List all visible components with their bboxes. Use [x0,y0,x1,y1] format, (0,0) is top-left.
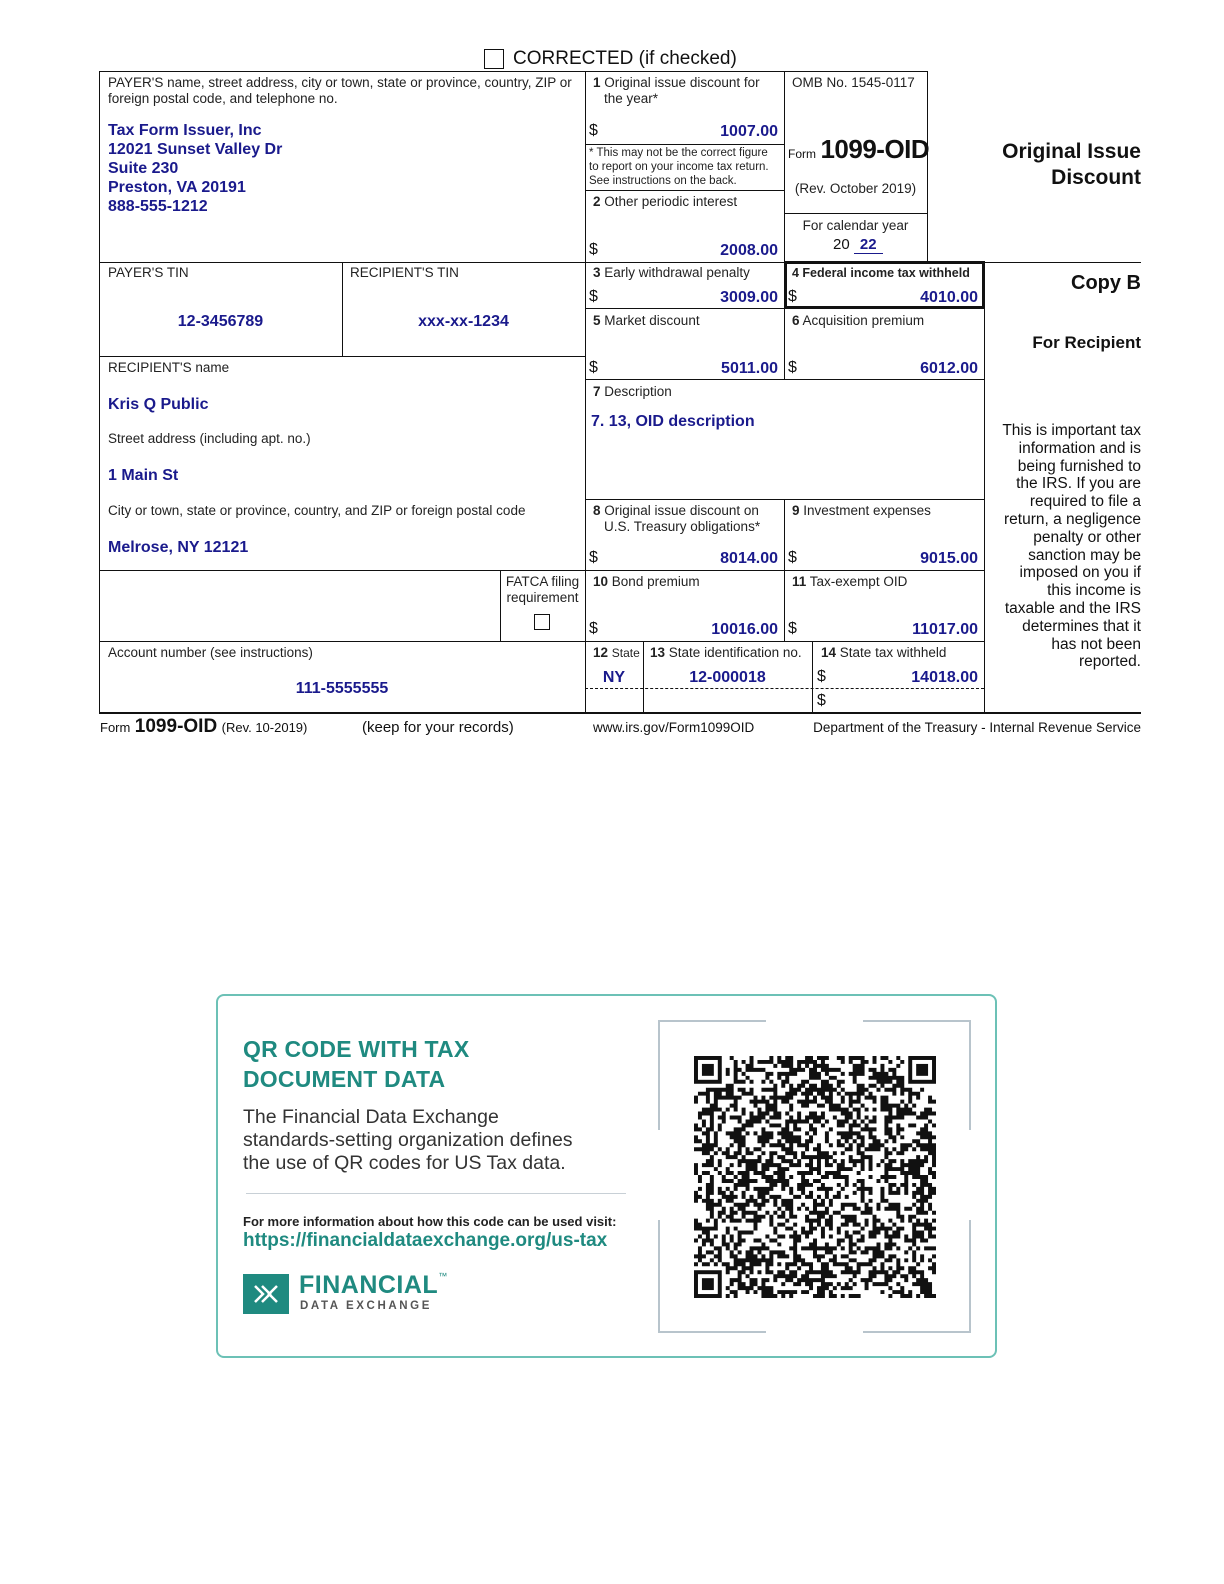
fatca-checkbox[interactable] [534,614,550,630]
recipient-tin: xxx-xx-1234 [418,313,509,330]
box9-dollar: $ [788,549,797,566]
recipient-tin-label: RECIPIENT'S TIN [350,265,459,280]
box10-dollar: $ [589,620,598,637]
box3-value: 3009.00 [720,289,778,306]
box11-label: 11 Tax-exempt OID [792,574,908,589]
payer-tin-label: PAYER'S TIN [108,265,189,280]
fatca-label: FATCA filing requirement [505,574,580,605]
footer-keep: (keep for your records) [362,719,514,736]
account-label: Account number (see instructions) [108,645,313,660]
corrected-label: CORRECTED (if checked) [513,48,737,69]
box12-label: 12 State [593,645,640,660]
box5-label: 5 Market discount [593,313,700,328]
box1-label: 1 Original issue discount for the year* [593,75,760,106]
box2-label: 2 Other periodic interest [593,194,738,209]
box8-value: 8014.00 [720,550,778,567]
fdx-logo-text: FINANCIAL™ [299,1271,448,1299]
calendar-year: 20 22 [833,236,883,253]
box10-value: 10016.00 [711,621,778,638]
box1-dollar: $ [589,122,598,139]
payer-address2: Suite 230 [108,160,179,177]
box14-value: 14018.00 [911,669,978,686]
footer-department: Department of the Treasury - Internal Revenue Service [813,720,1141,735]
fdx-logo-mark-icon [243,1274,289,1314]
omb-number: OMB No. 1545-0117 [792,75,915,90]
box13-value: 12-000018 [689,669,766,686]
footer-url[interactable]: www.irs.gov/Form1099OID [593,720,755,735]
box6-label: 6 Acquisition premium [792,313,925,328]
payer-phone: 888-555-1212 [108,198,208,215]
box7-value: 7. 13, OID description [591,413,755,430]
qr-card-divider [246,1193,626,1194]
box9-label: 9 Investment expenses [792,503,931,518]
calendar-year-label: For calendar year [802,218,909,233]
form-side-title: Original Issue Discount [1002,140,1141,189]
recipient-name-label: RECIPIENT'S name [108,360,230,375]
account-number: 111-5555555 [295,680,389,697]
box2-value: 2008.00 [720,242,778,259]
payer-city-state-zip: Preston, VA 20191 [108,179,246,196]
box14-label: 14 State tax withheld [821,645,947,660]
form-revision: (Rev. October 2019) [794,181,917,196]
box3-dollar: $ [589,288,598,305]
box3-label: 3 Early withdrawal penalty [593,265,750,280]
box11-value: 11017.00 [912,621,978,638]
box14-dollar-2: $ [817,692,826,709]
qr-card-description: The Financial Data Exchange standards-setting organization defines the use of QR codes for US Tax data. [243,1106,573,1174]
recipient-street-label: Street address (including apt. no.) [108,431,311,446]
box12-value: NY [602,669,626,686]
box5-dollar: $ [589,359,598,376]
box8-label: 8 Original issue discount on U.S. Treasury obligations* [593,503,761,534]
box9-value: 9015.00 [920,550,978,567]
qr-card-link[interactable]: https://financialdataexchange.org/us-tax [243,1230,608,1251]
box4-label: 4 Federal income tax withheld [792,266,970,280]
box1-note: * This may not be the correct figure to report on your income tax return. See instructions on the back. [589,147,769,187]
footer-form-id: Form 1099-OID (Rev. 10-2019) [100,716,308,737]
qr-card-more-info: For more information about how this code can be used visit: [243,1214,617,1229]
box13-label: 13 State identification no. [650,645,802,660]
important-tax-notice: This is important tax information and is being furnished to the IRS. If you are required to file a return, a negligence penalty or other sanction may be imposed on you if this income is taxable and the IRS determines that it has not been reported. [1002,422,1141,671]
qr-card-title: QR CODE WITH TAX DOCUMENT DATA [243,1036,470,1092]
box10-label: 10 Bond premium [593,574,700,589]
box8-dollar: $ [589,549,598,566]
corrected-checkbox[interactable] [484,49,504,69]
recipient-street: 1 Main St [108,467,179,484]
box4-value: 4010.00 [920,289,978,306]
box2-dollar: $ [589,241,598,258]
for-recipient-label: For Recipient [1032,333,1141,352]
payer-name: Tax Form Issuer, Inc [108,122,262,139]
recipient-name: Kris Q Public [108,396,209,413]
fdx-logo-subtext: DATA EXCHANGE [300,1300,432,1312]
box1-value: 1007.00 [720,123,778,140]
recipient-city: Melrose, NY 12121 [108,539,249,556]
copy-b-label: Copy B [1071,272,1141,294]
qr-info-card [216,994,997,1358]
payer-address1: 12021 Sunset Valley Dr [108,141,283,158]
payer-tin: 12-3456789 [177,313,264,330]
box7-label: 7 Description [593,384,672,399]
qr-code-image [694,1056,936,1298]
box5-value: 5011.00 [721,360,778,377]
form-title: Form 1099-OID [788,134,930,164]
payer-label: PAYER'S name, street address, city or town, state or province, country, ZIP or foreign postal code, and telephone no. [108,75,572,106]
box6-value: 6012.00 [920,360,978,377]
box11-dollar: $ [788,620,797,637]
box14-dollar: $ [817,668,826,685]
box6-dollar: $ [788,359,797,376]
box4-dollar: $ [788,288,797,305]
recipient-city-label: City or town, state or province, country, and ZIP or foreign postal code [108,503,526,518]
